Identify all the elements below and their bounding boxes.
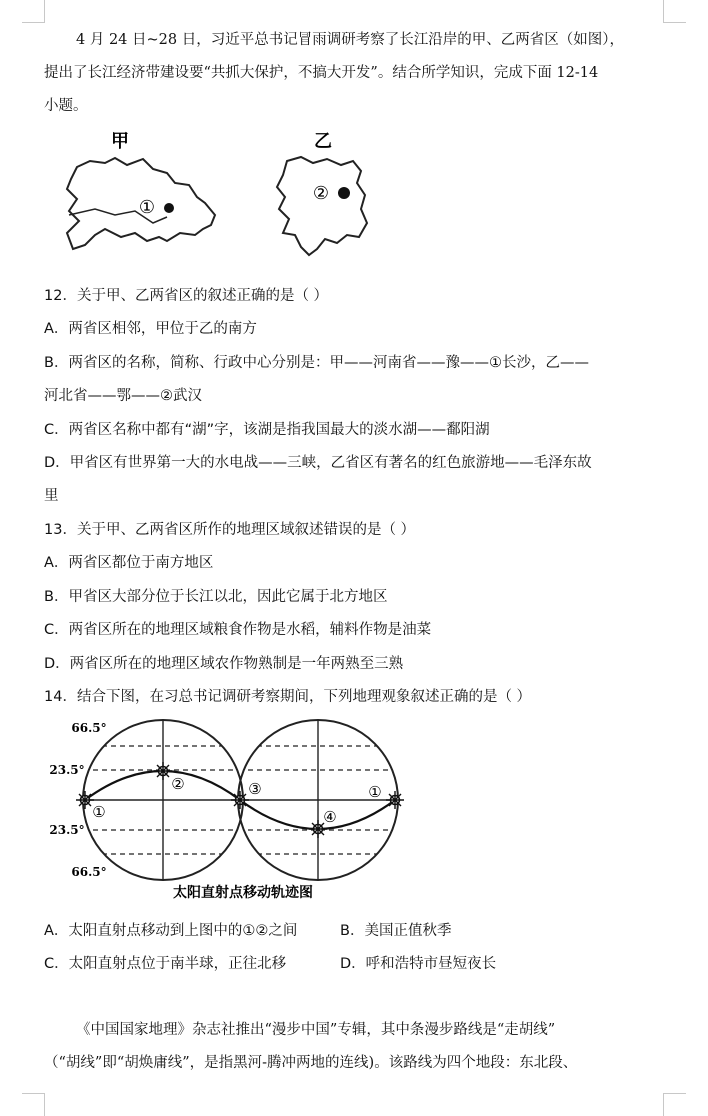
corner-mark-bottom-left <box>22 1093 45 1116</box>
corner-mark-bottom-right <box>663 1093 686 1116</box>
q13-option-a: A．两省区都位于南方地区 <box>44 555 214 571</box>
map-yi-outline <box>277 157 367 255</box>
q12-option-d-line1: D．甲省区有世界第一大的水电战——三峡，乙省区有著名的红色旅游地——毛泽东故 <box>44 455 592 471</box>
lat-label-66-5-south: 66.5° <box>71 865 107 879</box>
corner-mark-top-right <box>663 0 686 23</box>
q12-option-b-line1: B．两省区的名称，简称、行政中心分别是：甲——河南省——豫——①长沙，乙—— <box>44 355 589 371</box>
q12-option-b-line2: 河北省——鄂——②武汉 <box>44 388 202 404</box>
lat-label-23-5-north: 23.5° <box>49 763 85 777</box>
map-yi-capital-dot <box>338 187 350 199</box>
intro-line-3: 小题。 <box>44 98 88 114</box>
lat-label-23-5-south: 23.5° <box>49 823 85 837</box>
q12-stem: 12．关于甲、乙两省区的叙述正确的是（ ） <box>44 288 329 304</box>
point-label-1-right: ① <box>368 783 382 801</box>
footer-line-2: （“胡线”即“胡焕庸线”，是指黑河-腾冲两地的连线)。该路线为四个地段：东北段、 <box>44 1055 578 1071</box>
q13-option-b: B．甲省区大部分位于长江以北，因此它属于北方地区 <box>44 589 388 605</box>
map-jia-capital-dot <box>164 203 174 213</box>
diagram-caption: 太阳直射点移动轨迹图 <box>173 885 313 901</box>
point-label-4: ④ <box>323 808 337 826</box>
intro-line-2: 提出了长江经济带建设要“共抓大保护，不搞大开发”。结合所学知识，完成下面 12-14 <box>44 65 599 81</box>
intro-line-1: 4 月 24 日~28 日，习近平总书记冒雨调研考察了长江沿岸的甲、乙两省区（如图）， <box>76 32 624 48</box>
point-label-1-left: ① <box>92 803 106 821</box>
q14-option-b: B．美国正值秋季 <box>340 923 452 939</box>
point-label-2: ② <box>171 775 185 793</box>
q13-stem: 13．关于甲、乙两省区所作的地理区域叙述错误的是（ ） <box>44 522 416 538</box>
map-jia-label: 甲 <box>111 131 129 152</box>
q14-option-a: A．太阳直射点移动到上图中的①②之间 <box>44 923 298 939</box>
sun-direct-point-diagram <box>45 716 415 906</box>
q12-option-a: A．两省区相邻，甲位于乙的南方 <box>44 321 257 337</box>
q14-option-c: C．太阳直射点位于南半球，正往北移 <box>44 956 287 972</box>
province-maps <box>55 125 385 270</box>
map-yi-marker: ② <box>312 183 330 204</box>
q13-option-c: C．两省区所在的地理区域粮食作物是水稻，辅料作物是油菜 <box>44 622 432 638</box>
q14-stem: 14．结合下图，在习总书记调研考察期间，下列地理观象叙述正确的是（ ） <box>44 689 532 705</box>
footer-line-1: 《中国国家地理》杂志社推出“漫步中国”专辑，其中条漫步路线是“走胡线” <box>76 1022 556 1038</box>
q12-option-c: C．两省区名称中都有“湖”字，该湖是指我国最大的淡水湖——鄱阳湖 <box>44 422 490 438</box>
lat-label-66-5-north: 66.5° <box>71 721 107 735</box>
q12-option-d-line2: 里 <box>44 488 59 504</box>
map-yi-label: 乙 <box>314 131 332 152</box>
q13-option-d: D．两省区所在的地理区域农作物熟制是一年两熟至三熟 <box>44 656 404 672</box>
point-label-3: ③ <box>248 780 262 798</box>
corner-mark-top-left <box>22 0 45 23</box>
map-jia-marker: ① <box>138 197 156 218</box>
q14-option-d: D．呼和浩特市昼短夜长 <box>340 956 497 972</box>
